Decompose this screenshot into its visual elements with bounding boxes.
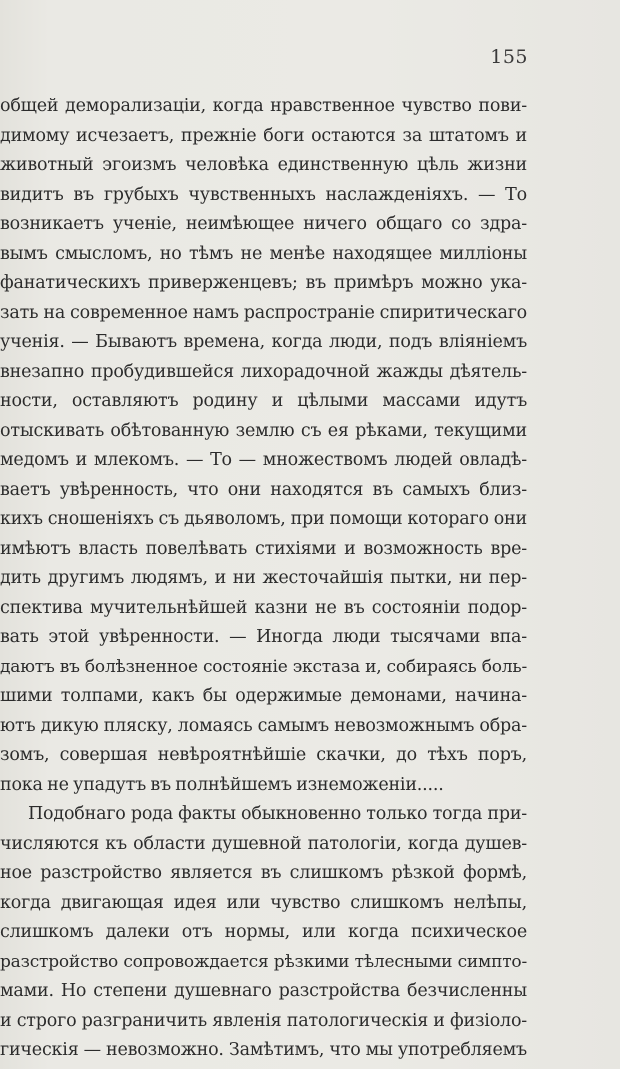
body-text [0,92,527,1066]
page-number: 155 [490,46,528,68]
text-line: имѣютъ власть повелѣвать стихіями и возможность вре- [0,538,527,559]
text-line: мами. Но степени душевнаго разстройства безчисленны [0,981,527,1001]
text-line: шими толпами, какъ бы одержимые демонами, начина- [0,686,527,706]
text-line: даютъ въ болѣзненное состояніе экстаза и, собираясь боль- [0,656,527,677]
text-line: отыскивать обѣтованную землю съ ея рѣками, текущими [0,420,527,441]
text-line: зать на современное намъ распространіе спиритическаго [0,302,527,323]
text-line: фанатическихъ приверженцевъ; въ примѣръ можно ука- [0,273,527,293]
text-line: ности, оставляютъ родину и цѣлыми массами идутъ [0,391,527,411]
text-line: общей деморализаціи, когда нравственное чувство пови- [0,96,527,116]
text-line: числяются къ области душевной патологіи, когда душев- [0,833,527,854]
paragraph [0,92,527,800]
text-line: медомъ и млекомъ. — То — множествомъ людей овладѣ- [0,450,527,470]
text-line: возникаетъ ученіе, неимѣющее ничего общаго со здра- [0,214,527,234]
text-line: внезапно пробудившейся лихорадочной жажды дѣятель- [0,361,527,382]
text-line: слишкомъ далеки отъ нормы, или когда психическое [0,922,527,942]
text-line: вымъ смысломъ, но тѣмъ не менѣе находящее милліоны [0,243,527,264]
text-line: Подобнаго рода факты обыкновенно только тогда при- [28,804,527,824]
text-line: димому исчезаетъ, прежніе боги остаются за штатомъ и [0,125,527,146]
text-line: гическія — невозможно. Замѣтимъ, что мы употребляемъ [0,1040,527,1060]
text-line: спектива мучительнѣйшей казни не въ состояніи подор- [0,597,527,618]
text-line: зомъ, совершая невѣроятнѣйшіе скачки, до тѣхъ поръ, [0,745,527,765]
text-line: и строго разграничить явленія патологическія и физіоло- [0,1010,527,1031]
text-line: ваетъ увѣренность, что они находятся въ самыхъ близ- [0,479,527,500]
text-line: разстройство сопровождается рѣзкими тѣлесными симпто- [0,951,527,972]
text-line: пока не упадутъ въ полнѣйшемъ изнеможеніи..... [0,774,444,795]
text-line: ученія. — Бываютъ времена, когда люди, подъ вліяніемъ [0,332,527,352]
text-line: вать этой увѣренности. — Иногда люди тысячами впа- [0,627,527,647]
text-line: кихъ сношеніяхъ съ дьяволомъ, при помощи котораго они [0,509,527,529]
paragraph [0,800,527,1066]
text-line: животный эгоизмъ человѣка единственную цѣль жизни [0,155,527,175]
text-line: видитъ въ грубыхъ чувственныхъ наслажденіяхъ. — То [0,184,527,205]
text-line: ное разстройство является въ слишкомъ рѣзкой формѣ, [0,863,527,883]
text-line: дить другимъ людямъ, и ни жесточайшія пытки, ни пер- [0,568,527,588]
text-line: ютъ дикую пляску, ломаясь самымъ невозможнымъ обра- [0,715,527,736]
text-line: когда двигающая идея или чувство слишкомъ нелѣпы, [0,892,527,913]
